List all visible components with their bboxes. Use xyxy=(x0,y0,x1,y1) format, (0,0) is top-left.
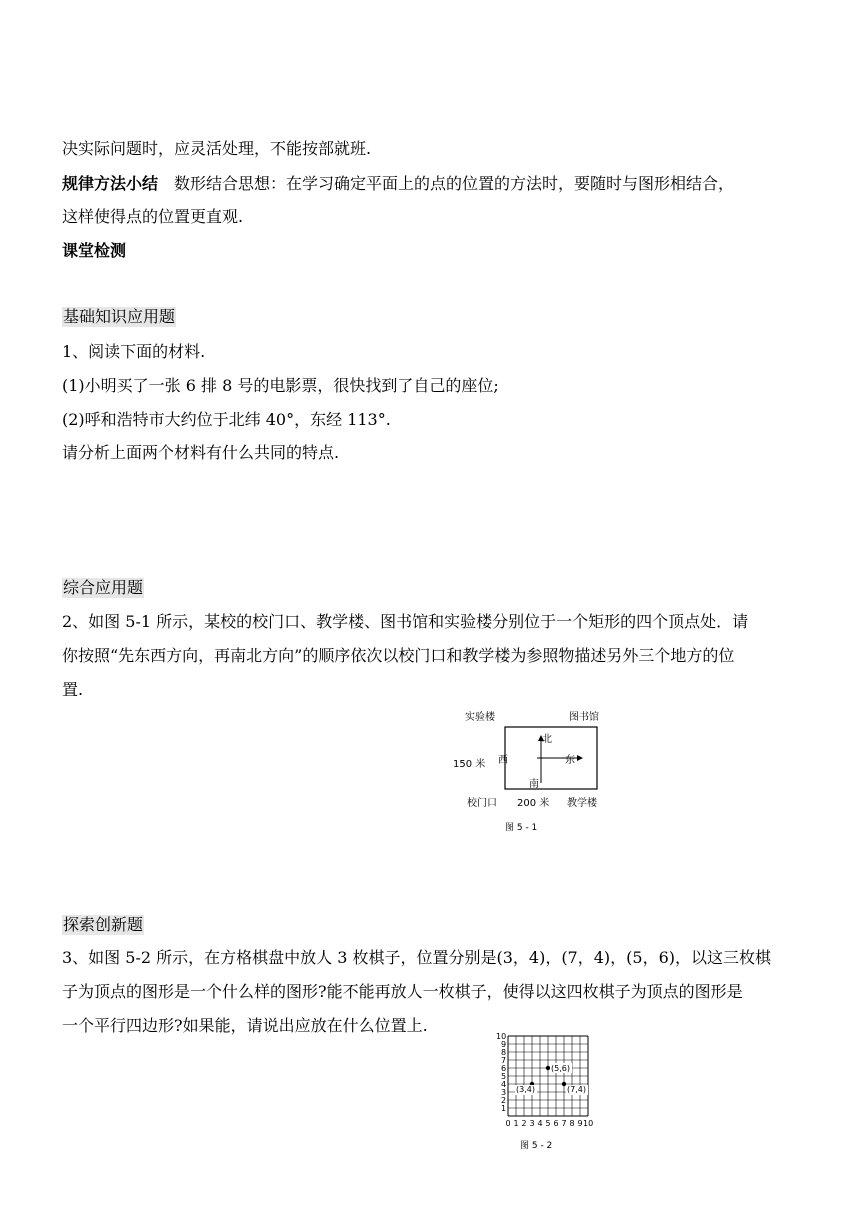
q3-line3: 一个平行四边形?如果能，请说出应放在什么位置上. xyxy=(62,1016,428,1035)
x-tick-label: 0 xyxy=(505,1119,511,1128)
grid-ticks xyxy=(496,1032,593,1128)
chessboard-grid xyxy=(508,1036,588,1116)
label-east: 东 xyxy=(565,755,575,766)
x-tick-label: 2 xyxy=(521,1119,527,1128)
summary-text: 数形结合思想：在学习确定平面上的点的位置的方法时，要随时与图形相结合， xyxy=(174,174,735,193)
label-north: 北 xyxy=(542,734,552,745)
x-tick-label: 8 xyxy=(569,1119,575,1128)
caption-fig-5-2: 图 5 - 2 xyxy=(520,1141,553,1151)
label-teaching-building: 教学楼 xyxy=(567,798,597,809)
y-tick-label: 3 xyxy=(501,1088,507,1097)
heading-class-check: 课堂检测 xyxy=(62,241,127,260)
q2-line1: 2、如图 5-1 所示，某校的校门口、教学楼、图书馆和实验楼分别位于一个矩形的四个顶点处．请 xyxy=(62,612,749,631)
y-tick-label: 7 xyxy=(501,1056,507,1065)
y-tick-label: 2 xyxy=(501,1096,507,1105)
y-tick-label: 5 xyxy=(501,1072,507,1081)
paragraph-continuation: 决实际问题时，应灵活处理，不能按部就班. xyxy=(62,139,372,158)
x-tick-label: 1 xyxy=(513,1119,519,1128)
section-basic: 基础知识应用题 xyxy=(63,307,176,326)
section-explore: 探索创新题 xyxy=(63,915,144,934)
label-150m: 150 米 xyxy=(453,759,486,770)
y-tick-label: 8 xyxy=(501,1048,507,1057)
y-tick-label: 9 xyxy=(501,1040,507,1049)
y-tick-label: 10 xyxy=(496,1032,507,1041)
q1-line4: 请分析上面两个材料有什么共同的特点. xyxy=(62,443,340,462)
point-label: (5,6) xyxy=(551,1064,570,1073)
q1-line3: (2)呼和浩特市大约位于北纬 40°，东经 113°. xyxy=(62,410,391,429)
east-arrow-icon xyxy=(577,755,583,761)
q3-line1: 3、如图 5-2 所示，在方格棋盘中放人 3 枚棋子，位置分别是(3，4)，(7，4)，(5，6)，以这三枚棋 xyxy=(62,948,772,967)
y-tick-label: 6 xyxy=(501,1064,507,1073)
label-200m: 200 米 xyxy=(517,798,550,809)
q2-line3: 置. xyxy=(62,680,84,699)
figure-5-2 xyxy=(490,1022,610,1154)
method-summary xyxy=(62,174,734,194)
label-school-gate: 校门口 xyxy=(467,798,497,809)
point-label: (7,4) xyxy=(567,1085,586,1094)
x-tick-label: 9 xyxy=(577,1119,583,1128)
q1-line2: (1)小明买了一张 6 排 8 号的电影票，很快找到了自己的座位; xyxy=(62,376,499,395)
y-tick-label: 1 xyxy=(501,1104,507,1113)
summary-label: 规律方法小结 xyxy=(62,174,159,193)
section-comprehensive: 综合应用题 xyxy=(63,578,144,597)
label-west: 西 xyxy=(498,755,508,766)
x-tick-label: 4 xyxy=(537,1119,543,1128)
chess-piece xyxy=(546,1066,550,1070)
label-south: 南 xyxy=(529,779,539,790)
q3-line2: 子为顶点的图形是一个什么样的图形?能不能再放人一枚棋子，使得以这四枚棋子为顶点的图形是 xyxy=(62,982,743,1001)
summary-text-cont: 这样使得点的位置更直观. xyxy=(62,207,244,226)
x-tick-label: 6 xyxy=(553,1119,559,1128)
chess-piece xyxy=(562,1082,566,1086)
x-tick-label: 5 xyxy=(545,1119,551,1128)
label-library: 图书馆 xyxy=(569,712,599,723)
figure-5-1 xyxy=(445,705,645,835)
point-label: (3,4) xyxy=(516,1085,535,1094)
label-lab-building: 实验楼 xyxy=(465,712,495,723)
q1-line1: 1、阅读下面的材料. xyxy=(62,342,206,361)
x-tick-label: 7 xyxy=(561,1119,567,1128)
q2-line2: 你按照“先东西方向，再南北方向”的顺序依次以校门口和教学楼为参照物描述另外三个地方的位 xyxy=(62,646,735,665)
x-tick-label: 3 xyxy=(529,1119,535,1128)
x-tick-label: 10 xyxy=(583,1119,594,1128)
caption-fig-5-1: 图 5 - 1 xyxy=(505,823,538,833)
y-tick-label: 4 xyxy=(501,1080,507,1089)
